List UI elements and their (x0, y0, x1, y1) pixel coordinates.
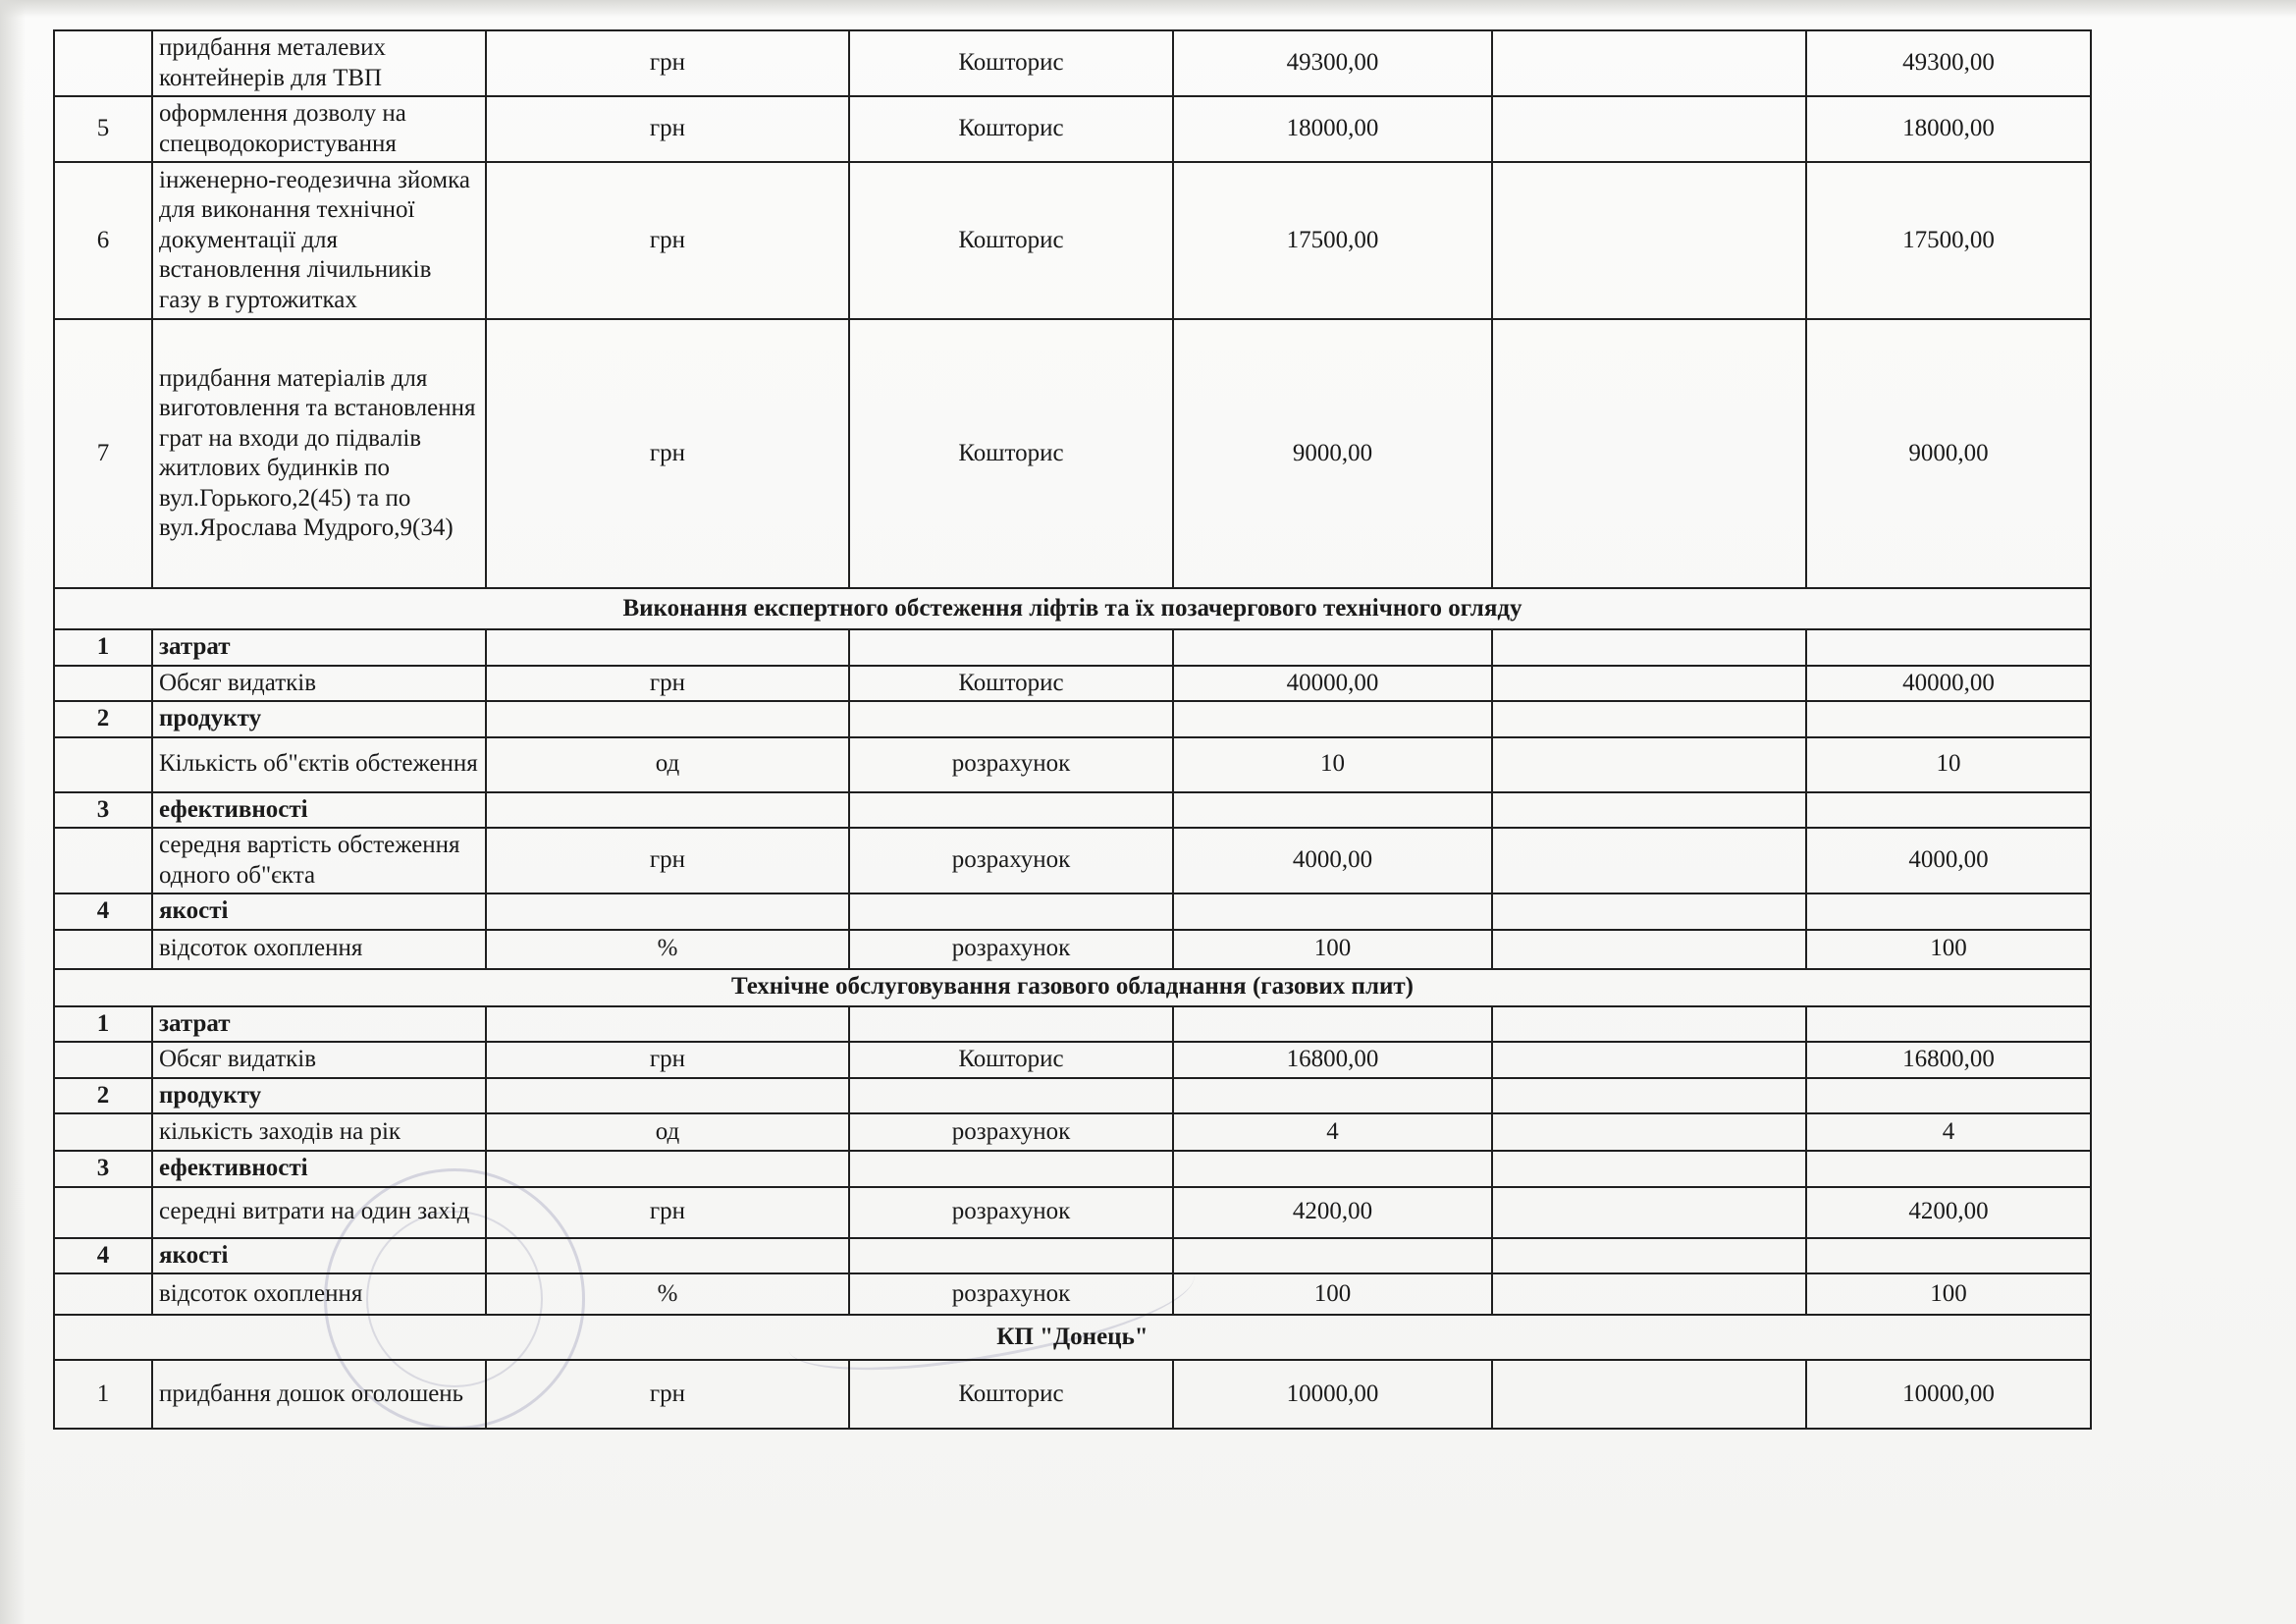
table-row (54, 1360, 2091, 1429)
table-row (54, 1006, 2091, 1043)
lifts-row-number (54, 930, 152, 969)
gas-indicator-group: продукту (152, 1078, 486, 1114)
lifts-row-number: 1 (54, 629, 152, 666)
top-indicator-name: придбання матеріалів для виготовлення та встановлення грат на входи до підвалів житлових будинків по вул.Горького,2(45) та по вул.Ярослава Мудрого,9(34) (152, 319, 486, 588)
top-indicator-name: придбання металевих контейнерів для ТВП (152, 30, 486, 96)
table-row (54, 1238, 2091, 1274)
top-row-number: 5 (54, 96, 152, 162)
lifts-empty-cell (486, 701, 849, 737)
gas-source: розрахунок (849, 1273, 1173, 1315)
table-row (54, 828, 2091, 893)
gas-empty-cell (1173, 1006, 1492, 1043)
gas-special-fund (1492, 1187, 1806, 1238)
table-row (54, 1042, 2091, 1078)
gas-empty-cell (486, 1078, 849, 1114)
lifts-row-number: 3 (54, 792, 152, 829)
gas-unit: од (486, 1113, 849, 1151)
lifts-value: 10 (1173, 737, 1492, 792)
top-value: 18000,00 (1173, 96, 1492, 162)
lifts-value: 4000,00 (1173, 828, 1492, 893)
lifts-empty-cell (849, 792, 1173, 829)
gas-source: розрахунок (849, 1187, 1173, 1238)
gas-empty-cell (1173, 1151, 1492, 1187)
lifts-special-fund (1492, 666, 1806, 702)
table-row (54, 1151, 2091, 1187)
top-indicator-name: оформлення дозволу на спецводокористування (152, 96, 486, 162)
table-row (54, 792, 2091, 829)
lifts-indicator-name: Кількість об"єктів обстеження (152, 737, 486, 792)
gas-row-number: 2 (54, 1078, 152, 1114)
gas-total: 100 (1806, 1273, 2091, 1315)
lifts-empty-cell (1173, 629, 1492, 666)
gas-row-number (54, 1042, 152, 1078)
donets-indicator-name: придбання дошок оголошень (152, 1360, 486, 1429)
top-value: 49300,00 (1173, 30, 1492, 96)
lifts-empty-cell (1173, 893, 1492, 930)
donets-total: 10000,00 (1806, 1360, 2091, 1429)
gas-indicator-name: кількість заходів на рік (152, 1113, 486, 1151)
table-row (54, 629, 2091, 666)
lifts-unit: грн (486, 666, 849, 702)
gas-empty-cell (849, 1238, 1173, 1274)
gas-total: 4 (1806, 1113, 2091, 1151)
gas-empty-cell (1492, 1078, 1806, 1114)
lifts-indicator-group: продукту (152, 701, 486, 737)
gas-total: 4200,00 (1806, 1187, 2091, 1238)
lifts-empty-cell (1173, 792, 1492, 829)
gas-special-fund (1492, 1042, 1806, 1078)
lifts-source: розрахунок (849, 930, 1173, 969)
gas-empty-cell (486, 1151, 849, 1187)
lifts-unit: грн (486, 828, 849, 893)
top-value: 9000,00 (1173, 319, 1492, 588)
table-row (54, 930, 2091, 969)
gas-empty-cell (849, 1006, 1173, 1043)
lifts-indicator-name: Обсяг видатків (152, 666, 486, 702)
gas-unit: грн (486, 1187, 849, 1238)
gas-indicator-name: відсоток охоплення (152, 1273, 486, 1315)
gas-empty-cell (1806, 1078, 2091, 1114)
gas-total: 16800,00 (1806, 1042, 2091, 1078)
lifts-special-fund (1492, 737, 1806, 792)
donets-special-fund (1492, 1360, 1806, 1429)
lifts-value: 100 (1173, 930, 1492, 969)
lifts-total: 40000,00 (1806, 666, 2091, 702)
gas-indicator-group: затрат (152, 1006, 486, 1043)
gas-row-number: 1 (54, 1006, 152, 1043)
gas-empty-cell (1492, 1238, 1806, 1274)
top-source: Кошторис (849, 162, 1173, 319)
gas-special-fund (1492, 1273, 1806, 1315)
section-row (54, 588, 2091, 629)
gas-row-number (54, 1113, 152, 1151)
lifts-empty-cell (1492, 629, 1806, 666)
lifts-source: Кошторис (849, 666, 1173, 702)
lifts-total: 10 (1806, 737, 2091, 792)
lifts-value: 40000,00 (1173, 666, 1492, 702)
table-row (54, 96, 2091, 162)
lifts-empty-cell (486, 792, 849, 829)
lifts-empty-cell (1173, 701, 1492, 737)
table-row (54, 1273, 2091, 1315)
top-unit: грн (486, 319, 849, 588)
gas-empty-cell (849, 1078, 1173, 1114)
lifts-unit: од (486, 737, 849, 792)
table-row (54, 1187, 2091, 1238)
gas-empty-cell (849, 1151, 1173, 1187)
gas-empty-cell (1173, 1078, 1492, 1114)
top-total: 17500,00 (1806, 162, 2091, 319)
gas-value: 16800,00 (1173, 1042, 1492, 1078)
lifts-indicator-group: ефективності (152, 792, 486, 829)
section-title-lifts: Виконання експертного обстеження ліфтів та їх позачергового технічного огляду (54, 588, 2091, 629)
gas-indicator-name: середні витрати на один захід (152, 1187, 486, 1238)
top-special-fund (1492, 30, 1806, 96)
section-title-gas: Технічне обслуговування газового обладнання (газових плит) (54, 969, 2091, 1006)
top-special-fund (1492, 319, 1806, 588)
lifts-empty-cell (1806, 629, 2091, 666)
top-total: 18000,00 (1806, 96, 2091, 162)
table-row (54, 319, 2091, 588)
gas-source: Кошторис (849, 1042, 1173, 1078)
lifts-indicator-group: якості (152, 893, 486, 930)
gas-empty-cell (1806, 1238, 2091, 1274)
top-special-fund (1492, 162, 1806, 319)
donets-row-number: 1 (54, 1360, 152, 1429)
top-row-number: 7 (54, 319, 152, 588)
gas-empty-cell (486, 1006, 849, 1043)
top-indicator-name: інженерно-геодезична зйомка для виконання технічної документації для встановлення лічильників газу в гуртожитках (152, 162, 486, 319)
lifts-row-number: 2 (54, 701, 152, 737)
scan-shadow-left (0, 0, 26, 1624)
top-special-fund (1492, 96, 1806, 162)
gas-source: розрахунок (849, 1113, 1173, 1151)
table-row (54, 737, 2091, 792)
top-source: Кошторис (849, 96, 1173, 162)
scan-shadow-top (0, 0, 2296, 18)
section-row (54, 969, 2091, 1006)
top-source: Кошторис (849, 30, 1173, 96)
top-total: 49300,00 (1806, 30, 2091, 96)
donets-source: Кошторис (849, 1360, 1173, 1429)
top-value: 17500,00 (1173, 162, 1492, 319)
top-row-number (54, 30, 152, 96)
gas-special-fund (1492, 1113, 1806, 1151)
table-row (54, 1113, 2091, 1151)
lifts-indicator-group: затрат (152, 629, 486, 666)
top-unit: грн (486, 30, 849, 96)
table-row (54, 701, 2091, 737)
gas-value: 4 (1173, 1113, 1492, 1151)
gas-value: 4200,00 (1173, 1187, 1492, 1238)
gas-value: 100 (1173, 1273, 1492, 1315)
lifts-empty-cell (849, 893, 1173, 930)
lifts-empty-cell (1492, 792, 1806, 829)
gas-row-number: 3 (54, 1151, 152, 1187)
lifts-indicator-name: відсоток охоплення (152, 930, 486, 969)
gas-unit: % (486, 1273, 849, 1315)
gas-empty-cell (1173, 1238, 1492, 1274)
lifts-empty-cell (1806, 893, 2091, 930)
gas-empty-cell (1806, 1006, 2091, 1043)
table-row (54, 162, 2091, 319)
gas-indicator-name: Обсяг видатків (152, 1042, 486, 1078)
top-row-number: 6 (54, 162, 152, 319)
lifts-empty-cell (1492, 893, 1806, 930)
gas-empty-cell (1492, 1006, 1806, 1043)
lifts-empty-cell (486, 893, 849, 930)
lifts-row-number: 4 (54, 893, 152, 930)
table-row (54, 666, 2091, 702)
lifts-total: 100 (1806, 930, 2091, 969)
section-row (54, 1315, 2091, 1360)
lifts-special-fund (1492, 930, 1806, 969)
table-row (54, 893, 2091, 930)
lifts-row-number (54, 828, 152, 893)
lifts-source: розрахунок (849, 828, 1173, 893)
lifts-empty-cell (1806, 792, 2091, 829)
donets-value: 10000,00 (1173, 1360, 1492, 1429)
gas-empty-cell (1492, 1151, 1806, 1187)
lifts-empty-cell (849, 629, 1173, 666)
lifts-empty-cell (849, 701, 1173, 737)
lifts-indicator-name: середня вартість обстеження одного об"єкта (152, 828, 486, 893)
gas-row-number: 4 (54, 1238, 152, 1274)
gas-unit: грн (486, 1042, 849, 1078)
lifts-empty-cell (1492, 701, 1806, 737)
lifts-total: 4000,00 (1806, 828, 2091, 893)
top-unit: грн (486, 162, 849, 319)
gas-indicator-group: якості (152, 1238, 486, 1274)
lifts-empty-cell (1806, 701, 2091, 737)
gas-row-number (54, 1273, 152, 1315)
lifts-row-number (54, 666, 152, 702)
lifts-empty-cell (486, 629, 849, 666)
top-total: 9000,00 (1806, 319, 2091, 588)
gas-indicator-group: ефективності (152, 1151, 486, 1187)
table-row (54, 30, 2091, 96)
gas-row-number (54, 1187, 152, 1238)
top-source: Кошторис (849, 319, 1173, 588)
section-title-donets: КП "Донець" (54, 1315, 2091, 1360)
table-row (54, 1078, 2091, 1114)
top-unit: грн (486, 96, 849, 162)
lifts-unit: % (486, 930, 849, 969)
donets-unit: грн (486, 1360, 849, 1429)
gas-empty-cell (1806, 1151, 2091, 1187)
lifts-source: розрахунок (849, 737, 1173, 792)
gas-empty-cell (486, 1238, 849, 1274)
lifts-row-number (54, 737, 152, 792)
budget-indicators-table (53, 29, 2092, 1430)
lifts-special-fund (1492, 828, 1806, 893)
